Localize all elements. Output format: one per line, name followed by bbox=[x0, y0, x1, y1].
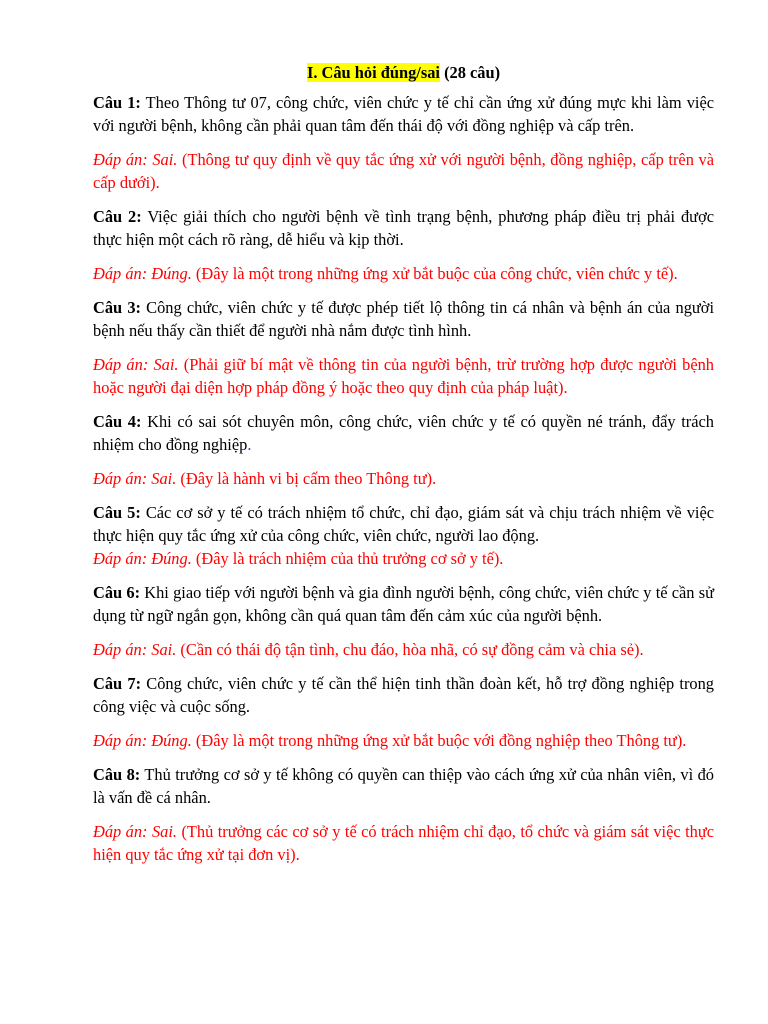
section-question-count: (28 câu) bbox=[444, 63, 501, 82]
question-6-text: Khi giao tiếp với người bệnh và gia đình người bệnh, công chức, viên chức y tế cần sử dụng từ ngữ ngắn gọn, không cần quá quan tâm đến cảm xúc của người bệnh. bbox=[93, 583, 714, 625]
question-1 bbox=[93, 91, 714, 137]
answer-6 bbox=[93, 638, 714, 661]
question-7-label: Câu 7: bbox=[93, 674, 142, 693]
answer-3 bbox=[93, 353, 714, 399]
answer-6-text: (Cần có thái độ tận tình, chu đáo, hòa nhã, có sự đồng cảm và chia sẻ). bbox=[176, 640, 644, 659]
question-6-label: Câu 6: bbox=[93, 583, 141, 602]
answer-5 bbox=[93, 547, 714, 570]
question-4-period: . bbox=[247, 435, 252, 454]
section-heading bbox=[93, 62, 714, 84]
question-3 bbox=[93, 296, 714, 342]
question-6 bbox=[93, 581, 714, 627]
question-8-label: Câu 8: bbox=[93, 765, 141, 784]
answer-4-text: (Đây là hành vi bị cấm theo Thông tư). bbox=[176, 469, 437, 488]
question-7-text: Công chức, viên chức y tế cần thể hiện tinh thần đoàn kết, hỗ trợ đồng nghiệp trong công việc và cuộc sống. bbox=[93, 674, 714, 716]
question-2-text: Việc giải thích cho người bệnh về tình trạng bệnh, phương pháp điều trị phải được thực hiện một cách rõ ràng, dễ hiểu và kịp thời. bbox=[93, 207, 715, 249]
question-4 bbox=[93, 410, 714, 456]
question-7 bbox=[93, 672, 714, 718]
document-page bbox=[93, 62, 714, 877]
question-5 bbox=[93, 501, 714, 547]
answer-1-text: (Thông tư quy định về quy tắc ứng xử với người bệnh, đồng nghiệp, cấp trên và cấp dưới). bbox=[93, 150, 714, 192]
answer-4 bbox=[93, 467, 714, 490]
answer-8-label: Đáp án: Sai. bbox=[93, 822, 177, 841]
question-2 bbox=[93, 205, 714, 251]
answer-1-label: Đáp án: Sai. bbox=[93, 150, 178, 169]
answer-7-text: (Đây là một trong những ứng xử bắt buộc với đồng nghiệp theo Thông tư). bbox=[191, 731, 687, 750]
question-1-text: Theo Thông tư 07, công chức, viên chức y tế chỉ cần ứng xử đúng mực khi làm việc với người bệnh, không cần phải quan tâm đến thái độ với đồng nghiệp và cấp trên. bbox=[93, 93, 714, 135]
answer-6-label: Đáp án: Sai. bbox=[93, 640, 177, 659]
question-2-label: Câu 2: bbox=[93, 207, 142, 226]
question-5-text: Các cơ sở y tế có trách nhiệm tổ chức, chỉ đạo, giám sát và chịu trách nhiệm về việc thực hiện quy tắc ứng xử của công chức, viên chức, người lao động. bbox=[93, 503, 714, 545]
answer-5-label: Đáp án: Đúng. bbox=[93, 549, 192, 568]
answer-3-label: Đáp án: Sai. bbox=[93, 355, 179, 374]
answer-1 bbox=[93, 148, 714, 194]
question-4-text: Khi có sai sót chuyên môn, công chức, viên chức y tế có quyền né tránh, đẩy trách nhiệm cho đồng nghiệp bbox=[93, 412, 714, 454]
answer-8 bbox=[93, 820, 714, 866]
question-5-label: Câu 5: bbox=[93, 503, 141, 522]
answer-5-text: (Đây là trách nhiệm của thủ trưởng cơ sở y tế). bbox=[191, 549, 504, 568]
answer-2 bbox=[93, 262, 714, 285]
answer-3-text: (Phải giữ bí mật về thông tin của người bệnh, trừ trường hợp được người bệnh hoặc người đại diện hợp pháp đồng ý hoặc theo quy định của pháp luật). bbox=[93, 355, 714, 397]
answer-7-label: Đáp án: Đúng. bbox=[93, 731, 192, 750]
question-1-label: Câu 1: bbox=[93, 93, 141, 112]
answer-7 bbox=[93, 729, 714, 752]
question-8-text: Thủ trưởng cơ sở y tế không có quyền can thiệp vào cách ứng xử của nhân viên, vì đó là vấn đề cá nhân. bbox=[93, 765, 714, 807]
section-heading-highlight: I. Câu hỏi đúng/sai bbox=[306, 63, 440, 82]
question-4-label: Câu 4: bbox=[93, 412, 142, 431]
answer-8-text: (Thủ trưởng các cơ sở y tế có trách nhiệm chỉ đạo, tổ chức và giám sát việc thực hiện quy tắc ứng xử tại đơn vị). bbox=[93, 822, 714, 864]
answer-4-label: Đáp án: Sai. bbox=[93, 469, 177, 488]
question-3-label: Câu 3: bbox=[93, 298, 141, 317]
question-8 bbox=[93, 763, 714, 809]
answer-2-text: (Đây là một trong những ứng xử bắt buộc của công chức, viên chức y tế). bbox=[191, 264, 678, 283]
question-3-text: Công chức, viên chức y tế được phép tiết lộ thông tin cá nhân và bệnh án của người bệnh nếu thấy cần thiết để người nhà nắm được tình hình. bbox=[93, 298, 714, 340]
answer-2-label: Đáp án: Đúng. bbox=[93, 264, 192, 283]
